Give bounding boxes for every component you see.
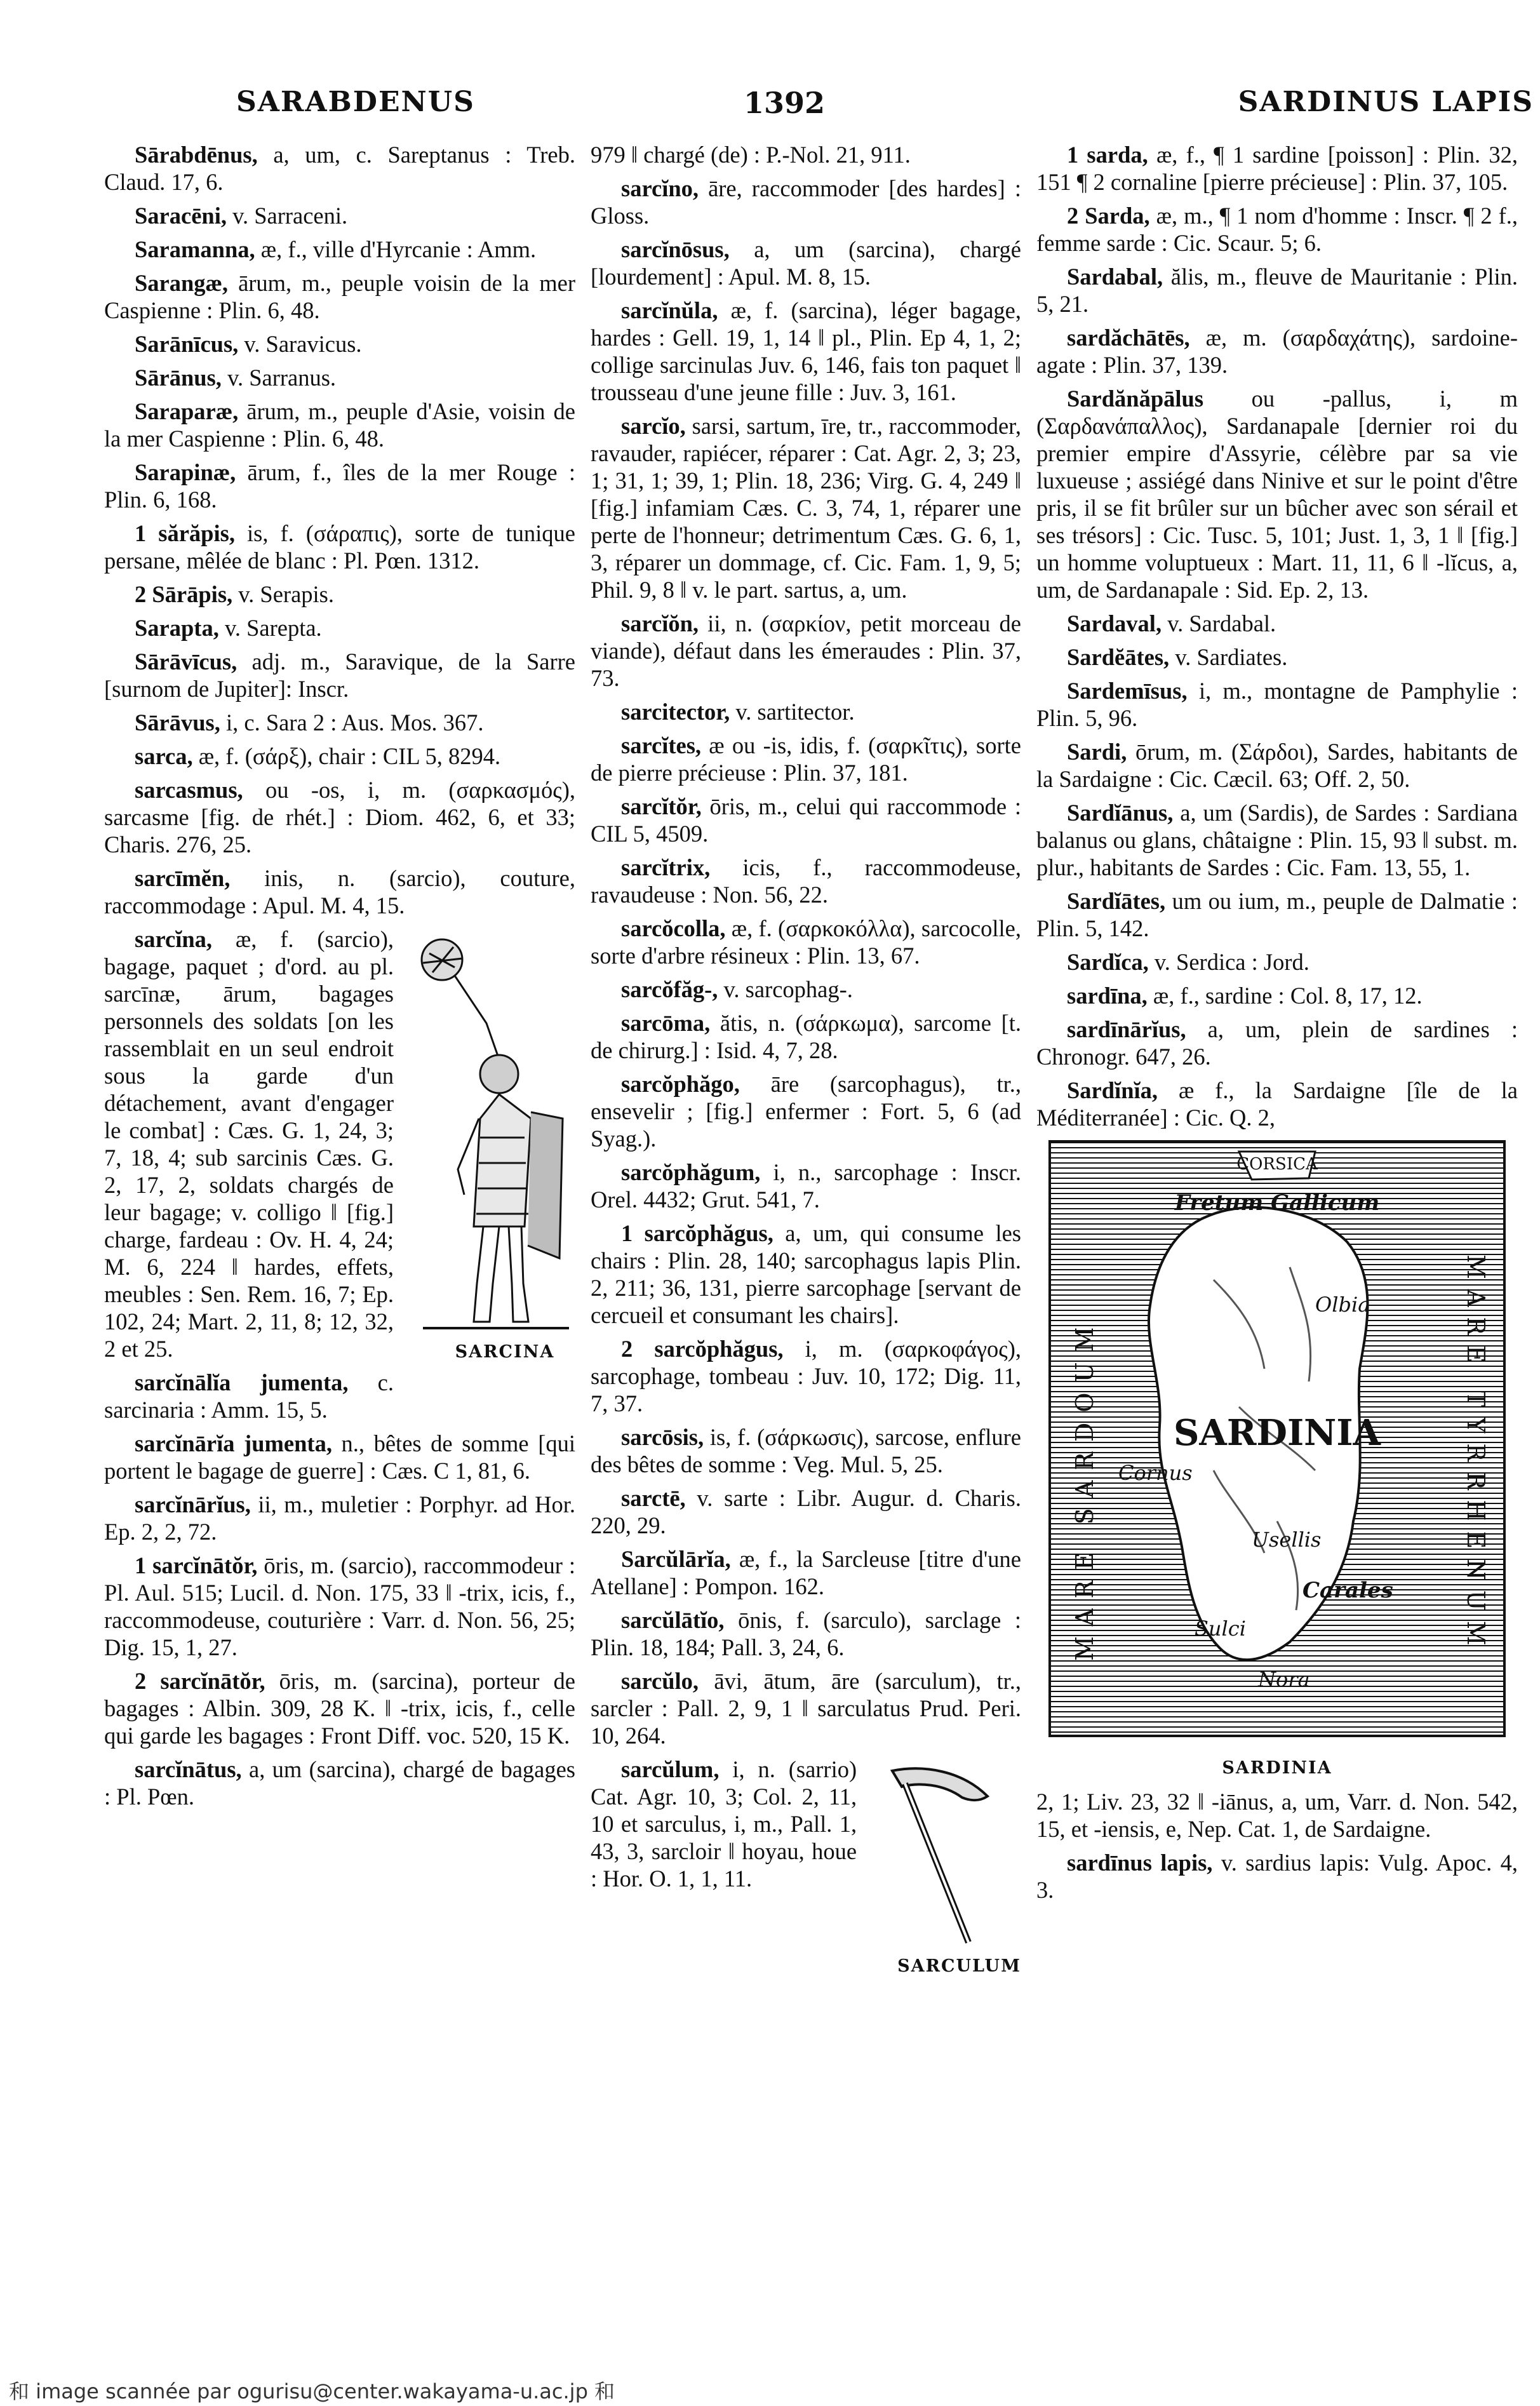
entry-headword: sarcasmus, — [135, 777, 243, 803]
column-right — [1036, 141, 1518, 2326]
dictionary-entry — [591, 1070, 1021, 1152]
entry-definition: sarsi, sartum, īre, tr., raccommoder, ravauder, rapiécer, réparer : Cat. Agr. 2, 3; 23, 1; 31, 1; 39, 1; Plin. 18, 236; Virg. G. 4, 249 ‖ [fig.] infamiam Cæs. C. 3, 74, 1, réparer une perte de l'honneur; detrimentum Cæs. G. 6, 1, 3, réparer un dommage, cf. Cic. Fam. 1, 9, 5; Phil. 9, 8 ‖ v. le part. sartus, a, um. — [591, 413, 1021, 603]
entry-headword: Saramanna, — [135, 236, 255, 262]
running-head-left: SARABDENUS — [236, 86, 475, 118]
dictionary-entry — [104, 398, 575, 452]
dictionary-entry — [591, 1423, 1021, 1478]
entry-headword: sarcŏcolla, — [621, 915, 726, 941]
sardinia-map — [1040, 1140, 1514, 1782]
entry-definition: æ ou -is, idis, f. (σαρκῖτις), sorte de pierre précieuse : Plin. 37, 181. — [591, 732, 1021, 786]
entry-headword: sarcitector, — [621, 699, 730, 725]
entry-headword: Sardemīsus, — [1067, 678, 1188, 704]
entry-headword: Saraparæ, — [135, 398, 239, 424]
entry-definition: æ, m. (σαρδαχάτης), sardoine-agate : Plin. 37, 139. — [1036, 325, 1518, 378]
entry-definition: ii, m., muletier : Porphyr. ad Hor. Ep. 2, 2, 72. — [104, 1491, 575, 1545]
entry-definition: ōris, m. (sarcina), porteur de bagages : Albin. 309, 28 K. ‖ -trix, icis, f., celle qui garde les bagages : Front Diff. voc. 520, 15 K. — [104, 1668, 575, 1749]
dictionary-entry — [1036, 982, 1518, 1009]
map-label-cornus: Cornus — [1118, 1461, 1193, 1485]
map-label-usellis: Usellis — [1252, 1528, 1322, 1552]
dictionary-entry — [591, 1484, 1021, 1539]
dictionary-entry — [104, 364, 575, 391]
entry-headword: Saracēni, — [135, 203, 227, 229]
entry-definition: ōris, m., celui qui raccommode : CIL 5, 4509. — [591, 793, 1021, 847]
entry-definition: a, um (Sardis), de Sardes : Sardiana balanus ou glans, châtaigne : Plin. 15, 93 ‖ subst. m. plur., habitants de Sardes : Cic. Fam. 13, 55, 1. — [1036, 800, 1518, 880]
entry-headword: sardīnārĭus, — [1067, 1016, 1186, 1042]
entry-headword: sarcŭlum, — [621, 1756, 720, 1782]
dictionary-entry — [591, 1220, 1021, 1329]
sarculum-illustration — [867, 1758, 1021, 1980]
entry-definition: v. sardius lapis: Vulg. Apoc. 4, 3. — [1036, 1850, 1518, 1903]
dictionary-entry — [591, 1667, 1021, 1749]
dictionary-entry — [104, 1491, 575, 1545]
map-label-fretum: Fretum Gallicum — [1174, 1190, 1380, 1216]
dictionary-entry — [1036, 385, 1518, 603]
sarculum-caption: SARCULUM — [897, 1956, 1021, 1976]
map-label-sulci: Sulci — [1195, 1616, 1246, 1641]
entry-definition: æ, f. (sarcio), bagage, paquet ; d'ord. au pl. sarcīnæ, ārum, bagages personnels des soldats [on les rassemblait en un seul endroit sous la garde d'un détachement, avant d'engager le combat] : Cæs. G. 1, 24, 3; 7, 18, 4; sub sarcinis Cæs. G. 2, 17, 2, soldats chargés de leur bagage; v. colligo ‖ [fig.] charge, fardeau : Ov. H. 4, 24; M. 6, 224 ‖ hardes, effets, meubles : Sen. Rem. 16, 7; Ep. 102, 24; Mart. 2, 11, 8; 12, 32, 2 et 25. — [104, 926, 394, 1362]
entry-definition: um ou ium, m., peuple de Dalmatie : Plin. 5, 142. — [1036, 888, 1518, 941]
entry-definition: ii, n. (σαρκίον, petit morceau de viande), défaut dans les émeraudes : Plin. 37, 73. — [591, 610, 1021, 691]
entry-definition: adj. m., Saravique, de la Sarre [surnom de Jupiter]: Inscr. — [104, 649, 575, 702]
entry-definition: v. Sardabal. — [1162, 610, 1276, 636]
entry-headword: sarcĭtŏr, — [621, 793, 702, 819]
entry-definition: inis, n. (sarcio), couture, raccommodage : Apul. M. 4, 15. — [104, 865, 575, 918]
entry-headword: Sārāvus, — [135, 709, 220, 736]
page-header — [0, 86, 1540, 137]
entry-definition: ătis, n. (σάρκωμα), sarcome [t. de chirurg.] : Isid. 4, 7, 28. — [591, 1010, 1021, 1063]
dictionary-entry — [591, 1009, 1021, 1064]
entry-definition: i, n., sarcophage : Inscr. Orel. 4432; Grut. 541, 7. — [591, 1159, 1021, 1213]
sarcina-caption: SARCINA — [455, 1342, 555, 1362]
entry-headword: sarcōma, — [621, 1010, 711, 1036]
entry-definition: v. Sarepta. — [218, 615, 322, 641]
entry-definition: i, n. (sarrio) Cat. Agr. 10, 3; Col. 2, 11, 10 et sarculus, i, m., Pall. 1, 43, 3, sarcloir ‖ hoyau, houe : Hor. O. 1, 1, 11. — [591, 1756, 857, 1892]
dictionary-entry — [591, 976, 1021, 1003]
dictionary-entry — [591, 610, 1021, 692]
dictionary-entry — [104, 925, 575, 1362]
entry-headword: sarcīmĕn, — [135, 865, 231, 891]
dictionary-entry — [1036, 738, 1518, 793]
entry-definition: c. sarcinaria : Amm. 15, 5. — [104, 1369, 394, 1423]
page-number: 1392 — [743, 86, 826, 120]
dictionary-entry — [104, 141, 575, 196]
entry-headword: Sarangæ, — [135, 270, 229, 296]
entry-headword: 1 sarcŏphăgus, — [621, 1220, 773, 1246]
dictionary-entry — [591, 854, 1021, 908]
dictionary-entry — [591, 175, 1021, 229]
entry-definition: ōnis, f. (sarculo), sarclage : Plin. 18, 184; Pall. 3, 24, 6. — [591, 1607, 1021, 1660]
sarcina-illustration — [404, 928, 575, 1366]
entry-definition: a, um, c. Sareptanus : Treb. Claud. 17, 6. — [104, 142, 575, 195]
entry-headword: Sardĭnĭa, — [1067, 1077, 1158, 1103]
entry-headword: sarcĭtrix, — [621, 854, 711, 880]
entry-definition: a, um (sarcina), chargé de bagages : Pl. Pœn. — [104, 1756, 575, 1810]
entry-headword: sarcŏphăgo, — [621, 1071, 740, 1097]
entry-headword: Sarapta, — [135, 615, 219, 641]
dictionary-entry — [104, 1552, 575, 1661]
dictionary-entry — [1036, 1016, 1518, 1070]
dictionary-entry — [591, 1335, 1021, 1417]
entry-definition: āvi, ātum, āre (sarculum), tr., sarcler : Pall. 2, 9, 1 ‖ sarculatus Prud. Peri. 10, 264. — [591, 1668, 1021, 1749]
dictionary-entry — [591, 915, 1021, 969]
entry-definition: æ f., la Sardaigne [île de la Méditerranée] : Cic. Q. 2, — [1036, 1077, 1518, 1131]
entry-headword: Sardănăpālus — [1067, 386, 1204, 412]
entry-headword: sarcĭnŭla, — [621, 297, 718, 323]
dictionary-entry — [1036, 610, 1518, 637]
entry-headword: sarcĭo, — [621, 413, 686, 439]
dictionary-entry — [104, 236, 575, 263]
entry-definition: æ, f., la Sarcleuse [titre d'une Atellane] : Pompon. 162. — [591, 1546, 1021, 1599]
entry-definition: 2, 1; Liv. 23, 32 ‖ -iānus, a, um, Varr. d. Non. 542, 15, et -iensis, e, Nep. Cat. 1, de Sardaigne. — [1036, 1789, 1518, 1842]
entry-definition: ou -os, i, m. (σαρκασμός), sarcasme [fig. de rhét.] : Diom. 462, 6, et 33; Charis. 276, 25. — [104, 777, 575, 857]
column-left — [104, 141, 575, 2326]
entry-definition: v. sarcophag-. — [718, 976, 853, 1002]
dictionary-entry — [591, 236, 1021, 290]
dictionary-entry — [104, 1756, 575, 1810]
entry-definition: ārum, m., peuple d'Asie, voisin de la mer Caspienne : Plin. 6, 48. — [104, 398, 575, 452]
entry-headword: sarcĭnātus, — [135, 1756, 242, 1782]
dictionary-entry — [104, 202, 575, 229]
dictionary-entry — [1036, 202, 1518, 257]
dictionary-entry — [1036, 643, 1518, 671]
map-label-mare-sardoum: MARE SARDOUM — [1071, 1317, 1099, 1661]
dictionary-entry — [591, 1606, 1021, 1661]
dictionary-entry — [1036, 887, 1518, 942]
entry-headword: sarcĭnārĭus, — [135, 1491, 251, 1517]
dictionary-entry — [1036, 324, 1518, 379]
entry-definition: i, c. Sara 2 : Aus. Mos. 367. — [220, 709, 484, 736]
entry-headword: Sārānus, — [135, 365, 222, 391]
dictionary-entry — [591, 1159, 1021, 1213]
entry-definition: v. Serdica : Jord. — [1148, 949, 1309, 975]
entry-headword: sarcĭtes, — [621, 732, 702, 758]
entry-headword: sarcŏfăg-, — [621, 976, 718, 1002]
dictionary-entry — [591, 141, 1021, 168]
entry-definition: i, m. (σαρκοφάγος), sarcophage, tombeau : Juv. 10, 172; Dig. 11, 7, 37. — [591, 1336, 1021, 1416]
dictionary-entry — [104, 1667, 575, 1749]
entry-headword: Sardaval, — [1067, 610, 1162, 636]
entry-headword: sardăchātēs, — [1067, 325, 1190, 351]
dictionary-entry — [104, 776, 575, 858]
entry-definition: ălis, m., fleuve de Mauritanie : Plin. 5, 21. — [1036, 264, 1518, 317]
entry-definition: 979 ‖ chargé (de) : P.-Nol. 21, 911. — [591, 142, 911, 168]
entry-definition: v. sarte : Libr. Augur. d. Charis. 220, 29. — [591, 1485, 1021, 1538]
dictionary-entry — [591, 793, 1021, 847]
entry-headword: Sardĕātes, — [1067, 644, 1170, 670]
entry-definition: v. Saravicus. — [238, 331, 362, 357]
entry-definition: v. Sarranus. — [221, 365, 337, 391]
hoe-image — [867, 1758, 1000, 1949]
entry-definition: ou -pallus, i, m (Σαρδανάπαλλος), Sardanapale [dernier roi du premier empire d'Assyrie, célèbre par sa vie luxueuse ; assiégé dans Ninive et sur le point d'être pris, il se fit brûler sur un bûcher avec son sérail et ses trésors] : Cic. Tusc. 5, 101; Just. 1, 3, 1 ‖ [fig.] un homme voluptueux : Mart. 11, 11, 6 ‖ -lĭcus, a, um, de Sardanapale : Sid. Ep. 2, 13. — [1036, 386, 1518, 603]
dictionary-entry — [1036, 1849, 1518, 1904]
map-label-corsica: CORSICA — [1236, 1155, 1318, 1174]
entry-definition: is, f. (σάρκωσις), sarcose, enflure des bêtes de somme : Veg. Mul. 5, 25. — [591, 1424, 1021, 1477]
dictionary-entry — [591, 698, 1021, 725]
scan-credit: 和 image scannée par ogurisu@center.wakayama-u.ac.jp 和 — [9, 2379, 615, 2403]
entry-headword: Sārāvīcus, — [135, 649, 238, 675]
dictionary-entry — [104, 864, 575, 919]
entry-definition: āre, raccommoder [des hardes] : Gloss. — [591, 175, 1021, 229]
entry-headword: 2 Sarda, — [1067, 203, 1150, 229]
map-caption: SARDINIA — [1222, 1758, 1332, 1778]
dictionary-entry — [104, 648, 575, 702]
map-label-mare-tyrrhenum: MARE TYRRHENUM — [1462, 1254, 1490, 1656]
entry-headword: sarcĭnālĭa jumenta, — [135, 1369, 349, 1395]
entry-definition: æ, f., ville d'Hyrcanie : Amm. — [255, 236, 537, 262]
entry-definition: æ, f. (sarcina), léger bagage, hardes : Gell. 19, 1, 14 ‖ pl., Plin. Ep 4, 1, 2; collige sarcinulas Juv. 6, 146, fais ton paquet ‖ trousseau d'une jeune fille : Juv. 3, 161. — [591, 297, 1021, 405]
entry-definition: ārum, f., îles de la mer Rouge : Plin. 6, 168. — [104, 459, 575, 513]
dictionary-entry — [104, 269, 575, 324]
map-label-sardinia: SARDINIA — [1173, 1412, 1381, 1454]
map-label-carales: Carales — [1302, 1578, 1393, 1603]
dictionary-entry — [591, 1756, 1021, 1976]
entry-definition: æ, f. (σαρκοκόλλα), sarcocolle, sorte d'arbre résineux : Plin. 13, 67. — [591, 915, 1021, 969]
dictionary-entry — [104, 520, 575, 574]
entry-definition: āre (sarcophagus), tr., ensevelir ; [fig.] enfermer : Fort. 5, 6 (ad Syag.). — [591, 1071, 1021, 1152]
entry-definition: a, um (sarcina), chargé [lourdement] : Apul. M. 8, 15. — [591, 236, 1021, 290]
entry-definition: æ, f. (σάρξ), chair : CIL 5, 8294. — [192, 743, 501, 769]
entry-headword: Sardi, — [1067, 739, 1127, 765]
entry-headword: sarcĭŏn, — [621, 610, 699, 636]
entry-definition: v. Serapis. — [232, 581, 334, 607]
dictionary-entry — [104, 709, 575, 736]
dictionary-entry — [1036, 263, 1518, 318]
entry-headword: Sardĭānus, — [1067, 800, 1174, 826]
entry-headword: 2 sarcŏphăgus, — [621, 1336, 784, 1362]
entry-headword: 1 sărăpis, — [135, 520, 235, 546]
dictionary-entry — [1036, 948, 1518, 976]
dictionary-entry — [591, 1545, 1021, 1600]
entry-definition: ōris, m. (sarcio), raccommodeur : Pl. Aul. 515; Lucil. d. Non. 175, 33 ‖ -trix, icis, f., raccommodeuse, couturière : Varr. d. Non. 56, 25; Dig. 15, 1, 27. — [104, 1552, 575, 1660]
running-head-right: SARDINUS LAPIS — [1238, 86, 1534, 118]
dictionary-entry — [104, 581, 575, 608]
dictionary-entry — [591, 412, 1021, 603]
dictionary-entry — [591, 297, 1021, 406]
entry-definition: v. sartitector. — [730, 699, 855, 725]
entry-headword: Sardĭātes, — [1067, 888, 1166, 914]
entry-headword: sardīnus lapis, — [1067, 1850, 1213, 1876]
entry-headword: 1 sarda, — [1067, 142, 1148, 168]
entry-definition: i, m., montagne de Pamphylie : Plin. 5, 96. — [1036, 678, 1518, 731]
dictionary-entry — [104, 1430, 575, 1484]
entry-definition: v. Sarraceni. — [226, 203, 348, 229]
column-middle — [591, 141, 1021, 2326]
entry-headword: Sardabal, — [1067, 264, 1163, 290]
entry-headword: Sarcŭlārĭa, — [621, 1546, 731, 1572]
dictionary-entry — [1036, 1788, 1518, 1843]
dictionary-entry — [104, 459, 575, 513]
entry-definition: icis, f., raccommodeuse, ravaudeuse : Non. 56, 22. — [591, 854, 1021, 908]
entry-definition: ōrum, m. (Σάρδοι), Sardes, habitants de la Sardaigne : Cic. Cæcil. 63; Off. 2, 50. — [1036, 739, 1518, 792]
entry-definition: is, f. (σάραπις), sorte de tunique persane, mêlée de blanc : Pl. Pœn. 1312. — [104, 520, 575, 574]
entry-headword: Sarānīcus, — [135, 331, 239, 357]
entry-headword: sarcōsis, — [621, 1424, 704, 1450]
soldier-carrying-bundle-image — [404, 928, 575, 1334]
entry-headword: sarcĭnōsus, — [621, 236, 730, 262]
entry-headword: sarca, — [135, 743, 193, 769]
entry-headword: sarcŭlātĭo, — [621, 1607, 725, 1633]
entry-definition: a, um, plein de sardines : Chronogr. 647, 26. — [1036, 1016, 1518, 1070]
entry-headword: sarcĭna, — [135, 926, 213, 952]
dictionary-entry — [591, 732, 1021, 786]
entry-definition: æ, f., ¶ 1 sardine [poisson] : Plin. 32, 151 ¶ 2 cornaline [pierre précieuse] : Plin. 37, 105. — [1036, 142, 1518, 195]
sardinia-map-image — [1048, 1140, 1506, 1737]
entry-headword: Sārabdēnus, — [135, 142, 258, 168]
entry-headword: sarcŏphăgum, — [621, 1159, 761, 1185]
entry-definition: æ, m., ¶ 1 nom d'homme : Inscr. ¶ 2 f., femme sarde : Cic. Scaur. 5; 6. — [1036, 203, 1518, 256]
entry-definition: a, um, qui consume les chairs : Plin. 28, 140; sarcophagus lapis Plin. 2, 211; 36, 131, pierre sarcophage [servant de cercueil et consumant les chairs]. — [591, 1220, 1021, 1328]
entry-headword: Sarapinæ, — [135, 459, 236, 485]
entry-definition: v. Sardiates. — [1169, 644, 1288, 670]
dictionary-entry — [104, 614, 575, 642]
dictionary-entry — [104, 1369, 575, 1423]
dictionary-entry — [104, 743, 575, 770]
entry-headword: sardīna, — [1067, 983, 1148, 1009]
dictionary-entry — [1036, 1077, 1518, 1131]
entry-headword: 2 Sārāpis, — [135, 581, 233, 607]
entry-headword: sarctē, — [621, 1485, 686, 1511]
dictionary-entry — [1036, 677, 1518, 732]
map-label-nora: Nora — [1258, 1667, 1310, 1691]
dictionary-entry — [104, 330, 575, 358]
dictionary-entry — [1036, 141, 1518, 196]
entry-headword: 2 sarcĭnātŏr, — [135, 1668, 265, 1694]
entry-definition: ārum, m., peuple voisin de la mer Caspienne : Plin. 6, 48. — [104, 270, 575, 323]
entry-headword: sarcĭnārĭa jumenta, — [135, 1430, 332, 1456]
dictionary-entry — [1036, 799, 1518, 881]
entry-headword: sarcŭlo, — [621, 1668, 699, 1694]
entry-headword: sarcĭno, — [621, 175, 699, 201]
entry-headword: Sardĭca, — [1067, 949, 1149, 975]
map-label-olbia: Olbia — [1315, 1293, 1370, 1317]
entry-headword: 1 sarcĭnātŏr, — [135, 1552, 258, 1578]
entry-definition: æ, f., sardine : Col. 8, 17, 12. — [1147, 983, 1423, 1009]
entry-definition: n., bêtes de somme [qui portent le bagage de guerre] : Cæs. C 1, 81, 6. — [104, 1430, 575, 1484]
